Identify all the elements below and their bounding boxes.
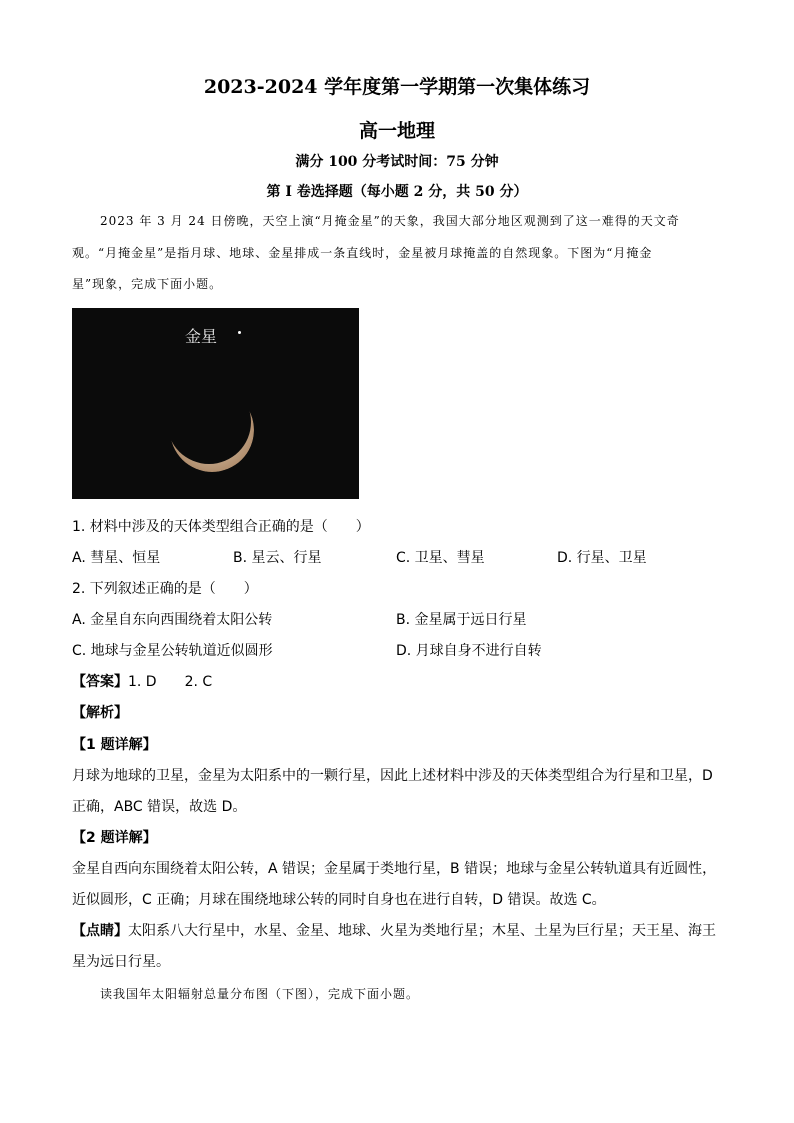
subject-title: 高一地理 [358,120,435,142]
detail-1-line: 月球为地球的卫星，金星为太阳系中的一颗行星，因此上述材料中涉及的天体类型组合为行星和卫星，D [72,768,713,784]
answer-label: 【答案】 [72,674,128,690]
venus-label: 金星 [185,327,218,346]
answer-text: 1. D 2. C [128,674,213,690]
moon-venus-photo [72,308,359,499]
tip-line: 星为远日行星。 [72,954,170,970]
material-text-line: 星”现象，完成下面小题。 [72,277,223,291]
exam-meta: 满分 100 分考试时间：75 分钟 [295,154,499,170]
detail-2-line: 金星自西向东围绕着太阳公转，A 错误；金星属于类地行星，B 错误；地球与金星公转轨道具有近圆性， [72,861,717,877]
question-1-stem: 1. 材料中涉及的天体类型组合正确的是（ ） [72,519,370,535]
section-heading: 第 I 卷选择题（每小题 2 分，共 50 分） [266,184,528,200]
tip-row [72,920,716,940]
material-2-text: 读我国年太阳辐射总量分布图（下图），完成下面小题。 [100,987,420,1001]
tip-label: 【点睛】 [72,923,128,939]
exam-title: 2023-2024 学年度第一学期第一次集体练习 [203,76,591,98]
crescent-moon-icon [72,308,359,499]
question-2-option-c: C. 地球与金星公转轨道近似圆形 [72,643,273,659]
analysis-label: 【解析】 [72,705,128,721]
detail-2-label: 【2 题详解】 [72,830,157,846]
detail-2-line: 近似圆形，C 正确；月球在围绕地球公转的同时自身也在进行自转，D 错误。故选 C。 [72,892,606,908]
detail-1-label: 【1 题详解】 [72,737,157,753]
tip-line: 太阳系八大行星中，水星、金星、地球、火星为类地行星；木星、土星为巨行星；天王星、海王 [128,923,716,939]
question-1-option-d: D. 行星、卫星 [557,550,647,566]
question-2-stem: 2. 下列叙述正确的是（ ） [72,581,258,597]
question-2-option-b: B. 金星属于远日行星 [396,612,527,628]
question-1-option-c: C. 卫星、彗星 [396,550,485,566]
material-text-line: 观。“月掩金星”是指月球、地球、金星排成一条直线时，金星被月球掩盖的自然现象。下图为“月掩金 [72,246,653,260]
material-text-line: 2023 年 3 月 24 日傍晚，天空上演“月掩金星”的天象，我国大部分地区观测到了这一难得的天文奇 [100,214,680,228]
detail-1-line: 正确，ABC 错误，故选 D。 [72,799,247,815]
answer-row [72,671,212,691]
question-1-option-b: B. 星云、行星 [233,550,322,566]
question-2-option-a: A. 金星自东向西围绕着太阳公转 [72,612,273,628]
question-2-option-d: D. 月球自身不进行自转 [396,643,542,659]
question-1-option-a: A. 彗星、恒星 [72,550,161,566]
